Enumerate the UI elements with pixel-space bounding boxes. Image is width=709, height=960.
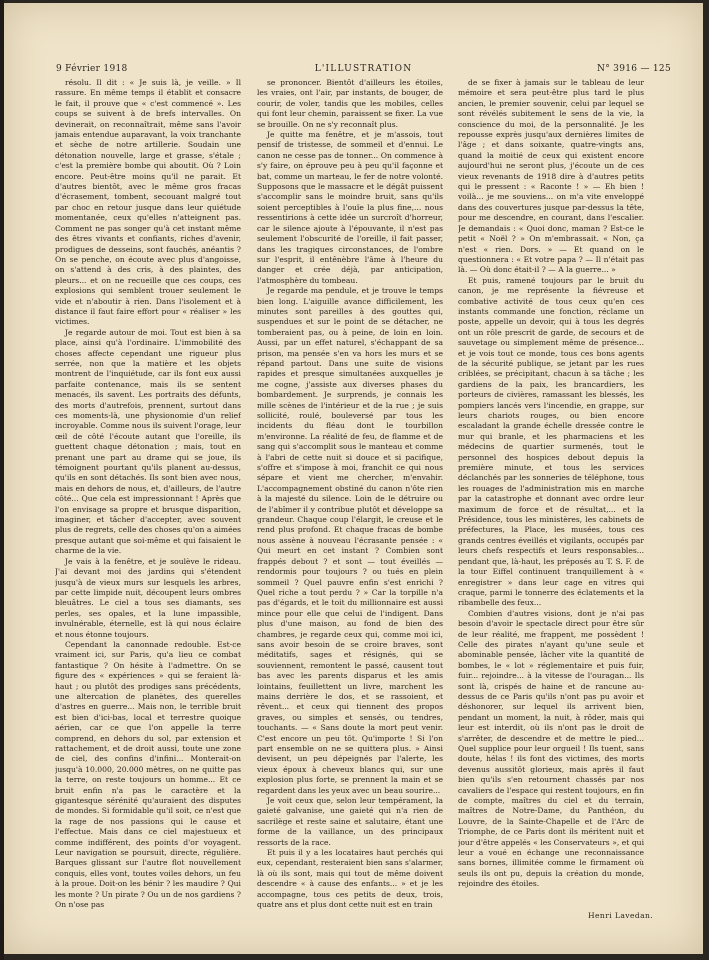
paragraph: Je regarde ma pendule, et je trouve le temps bien long. L'aiguille avance difficilement, les minutes sont pareilles à des gouttes qui, suspendues et sur le point de se détacher, ne tomberaient pas, ou à peine, de loin en loin. Aussi, par un effet naturel, s'échappant de sa prison, ma pensée s'en va hors les murs et se répand partout. Dans une suite de visions rapides et presque simultanées auxquelles je me cogne, j'assiste aux diverses phases du bombardement. Je surprends, je connais les mille scènes de l'intérieur et de la rue ; je suis sollicité, roulé, bouleversé par tous les incidents du fléau dont le tourbillon m'environne. La réalité de feu, de flamme et de sang qui s'accomplit sous le manteau et comme à l'abri de cette nuit si douce et si pacifique, s'offre et s'impose à moi, franchit ce qui nous sépare et vient me chercher, m'envahir. L'accompagnement obstiné du canon n'ôte rien à la majesté du silence. Loin de le détruire ou de l'abîmer il y contribue plutôt et développe sa grandeur. Chaque coup l'élargit, le creuse et le rend plus profond. Et chaque fracas de bombe nous assène à nouveau l'écrasante pensée : « Qui meurt en cet instant ? Combien sont frappés debout ? et sont — tout éveillés — rendormis pour toujours ? ou tués en plein sommeil ? Quel pauvre enfin s'est enrichi ? Quel riche a tout perdu ? » Car la torpille n'a pas d'égards, et le toit du millionnaire est aussi mince pour elle que celui de l'indigent. Dans plus d'une maison, au fond de bien des chambres, je regarde ceux qui, comme moi ici, sans avoir besoin de se croire braves, sont méditatifs, sages et résignés, qui se souviennent, remontent le passé, causent tout bas avec les parents disparus et les amis lointains, feuillettent un livre, marchent les mains derrière le dos, et se rassoient, et rêvent... et ceux qui tiennent des propos graves, ou simples et sensés, ou tendres, touchants. — « Sans doute la mort peut venir. C'est encore un peu tôt. Qu'importe ! Si l'on part ensemble on ne se quittera plus. » Ainsi devisent, un peu dépeignés par l'alerte, les vieux époux à cheveux blancs qui, sur une explosion plus forte, se prennent la main et se regardent dans les yeux avec un beau sourire... xyxy=(257,286,443,795)
paragraph: Je vais à la fenêtre, et je soulève le rideau. J'ai devant moi des jardins qui s'étendent jusqu'à de vieux murs sur lesquels les arbres, par cette limpide nuit, découpent leurs ombres bleuâtres. Le ciel a tous ses diamants, ses perles, ses opales, et la lune impassible, invulnérable, éternelle, est là qui nous éclaire et nous étonne toujours. xyxy=(55,556,241,639)
paragraph: Je quitte ma fenêtre, et je m'assois, tout pensif de tristesse, de sommeil et d'ennui. Le canon ne cesse pas de tonner... On commence à s'y faire, on éprouve peu à peu qu'il façonne et bat, comme un marteau, le fer de notre volonté. Supposons que le massacre et le dégât puissent s'accomplir sans le moindre bruit, sans qu'ils soient perceptibles à l'ouïe la plus fine,... nous ressentirions à cette idée un surcroît d'horreur, car le silence ajoute à l'épouvante, il n'est pas seulement l'obscurité de l'oreille, il fait passer, dans les tragiques circonstances, de l'ombre sur l'esprit, il entênèbre l'âme à l'heure du danger et crée déjà, par anticipation, l'atmosphère du tombeau. xyxy=(257,130,443,285)
header-page-number: N° 3916 — 125 xyxy=(597,64,671,74)
text-column-1 xyxy=(55,78,241,913)
paragraph: Combien d'autres visions, dont je n'ai pas besoin d'avoir le spectacle direct pour être sûr de leur réalité, me frappent, me possèdent ! Celle des pirates n'ayant qu'une seule et abominable pensée, lâcher vite la quantité de bombes, le « lot » réglementaire et puis fuir, fuir... rejoindre... à la vitesse de l'ouragan... Ils sont là, crispés de haine et de rancune au-dessus de ce Paris qu'ils n'ont pas pu avoir et déshonorer, sur lequel ils arrivent bien, pendant un moment, la nuit, à rôder, mais qui leur est interdit, où ils n'ont pas le droit de s'arrêter, de descendre et de mettre le pied... Quel supplice pour leur orgueil ! Ils tuent, sans doute, hélas ! ils font des victimes, des morts devenus aussitôt glorieux, mais après il faut bien qu'ils s'en retournent chassés par nos cavaliers de l'espace qui restent toujours, en fin de compte, maîtres du ciel et du terrain, maîtres de Notre-Dame, du Panthéon, du Louvre, de la Sainte-Chapelle et de l'Arc de Triomphe, de ce Paris dont ils méritent nuit et jour d'être appelés « les Conservateurs », et qui leur a voué en échange une reconnaissance sans bornes, illimitée comme le firmament où seuls ils ont pu, depuis la création du monde, rejoindre des étoiles. xyxy=(458,608,644,889)
paragraph: résolu. Il dit : « Je suis là, je veille. » Il rassure. En même temps il établit et consacre le fait, il prouve que « c'est commencé ». Les coups se suivent à de brefs intervalles. On devinerait, on reconnaîtrait, même sans l'avoir jamais entendue auparavant, la voix tranchante et sèche de notre artillerie. Soudain une détonation nouvelle, large et grasse, s'étale ; c'est la première bombe qui aboutit. Où ? Loin encore. Peut-être moins qu'il ne parait. Et d'autres bientôt, avec le même gros fracas d'écrasement, tombent, secouant malgré tout par choc en retour jusque dans leur quiétude momentanée, ceux qu'elles n'atteignent pas. Comment ne pas songer qu'à cet instant même des êtres vivants et confiants, riches d'avenir, prodigues de desseins, sont fauchés, anéantis ? On se penche, on écoute avec plus d'angoisse, on s'attend à des cris, à des plaintes, des pleurs... et on ne recueille que ces coups, ces explosions qui semblent trouer seulement le vide et n'aboutir à rien. Dans l'isolement et à distance il faut faire effort pour « réaliser » les victimes. xyxy=(55,78,241,327)
page-header xyxy=(56,64,671,78)
paragraph: Et puis, ramené toujours par le bruit du canon, je me représente la fiévreuse et combative activité de tous ceux qu'en ces instants commande une fonction, réclame un poste, appelle un devoir, qui à tous les degrés ont un rôle prescrit de garde, de secours et de sauvetage ou simplement même de présence... et je vois tout ce monde, tous ces bons agents de la sécurité publique, se jetant par les rues criblées, se précipitant, chacun à sa tâche ; les gardiens de la paix, les brancardiers, les porteurs de civières, ramassant les blessés, les pompiers lancés vers l'incendie, en grappe, sur leurs chariots rouges, ou bien encore escaladant la grande échelle dressée contre le mur qui branle, et les pharmaciens et les médecins de quartier surmenés, tout le personnel des hospices debout depuis la première minute, et tous les services déclanchés par les sonneries de téléphone, tous les rouages de l'administration mis en marche par la catastrophe et donnant avec ordre leur maximum de force et de résultat,... et la Présidence, tous les ministères, les cabinets de préfectures, la Place, les musées, tous ces grands centres éveillés et vigilants, occupés par leurs chefs respectifs et leurs responsables... pendant que, là-haut, les préposés au T. S. F. de la tour Eiffel continuent tranquillement à « enregistrer » dans leur cage en vitres qui craque, parmi le tonnerre des éclatements et la ribambelle des feux... xyxy=(458,275,644,608)
header-title: L'ILLUSTRATION xyxy=(314,64,413,74)
text-column-2 xyxy=(257,78,443,913)
author-signature: Henri Lavedan. xyxy=(588,911,654,920)
paragraph: Je regarde autour de moi. Tout est bien à sa place, ainsi qu'à l'ordinaire. L'immobilité des choses affecte cependant une rigueur plus serrée, non que la matière et les objets montrent de l'inquiétude, car ils font eux aussi parfaite contenance, mais ils se sentent menacés, ils savent. Les portraits des défunts, des morts d'autrefois, prennent, surtout dans ces moments-là, une physionomie d'un relief incroyable. Comme nous ils suivent l'orage, leur œil de côté l'écoute autant que l'oreille, ils guettent chaque détonation ; mais, tout en prenant une part au drame qui se joue, ils témoignent pourtant qu'ils planent au-dessus, qu'ils en sont détachés. Ils sont bien avec nous, mais en dehors de nous, et, d'ailleurs, de l'autre côté... Que cela est impressionnant ! Après que l'on envisage sa propre et brusque disparition, imaginer, et tâcher d'accepter, avec souvent plus de regrets, celle des choses qu'on a aimées presque autant que soi-même et qui faisaient le charme de la vie. xyxy=(55,327,241,556)
paragraph: se prononcer. Bientôt d'ailleurs les étoiles, les vraies, ont l'air, par instants, de bouger, de courir, de voler, tandis que les mobiles, celles qui font leur chemin, paraissent se fixer. La vue se brouille. On ne s'y reconnaît plus. xyxy=(257,78,443,129)
paragraph: de se fixer à jamais sur le tableau de leur mémoire et sera peut-être plus tard le plus ancien, le premier souvenir, celui par lequel se sont révélés subitement le sens de la vie, la conscience du moi, de la personnalité. Je les repousse exprès jusqu'aux dernières limites de l'âge ; et dans soixante, quatre-vingts ans, quand la moitié de ceux qui existent encore aujourd'hui ne seront plus, j'écoute un de ces vieux revenants de 1918 dire à d'autres petits qui le pressent : « Raconte ! » — Eh bien ! voilà... je me souviens... on m'a vite enveloppé dans des couvertures jusque par-dessus la tête, pour me descendre, en courant, dans l'escalier. Je demandais : « Quoi donc, maman ? Est-ce le petit « Noël ? » On m'embrassait. « Non, ça n'est « rien. Dors. » — Et quand on le questionnera : « Et votre papa ? — Il n'était pas là. — Où donc était-il ? — A la guerre... » xyxy=(458,78,644,275)
paragraph: Cependant la canonnade redouble. Est-ce vraiment ici, sur Paris, qu'a lieu ce combat fantastique ? On hésite à l'admettre. On se figure des « expériences » qui se feraient là-haut ; ou plutôt des prodiges sans précédents, une altercation de planètes, des querelles d'astres en guerre... Mais non, le terrible bruit est bien d'ici-bas, local et terrestre quoique aérien, car ce que l'on appelle la terre comprend, en dehors du sol, par extension et rattachement, et de droit aussi, toute une zone de ciel, des confins d'infini... Monterait-on jusqu'à 10.000, 20.000 mètres, on ne quitte pas la terre, on reste toujours un homme... Et ce bruit enfin n'a pas le caractère et la gigantesque sérénité qu'auraient des disputes de mondes. Si formidable qu'il soit, ce n'est que la rage de nos passions qui le cause et l'effectue. Mais dans ce ciel majestueux et comme indifférent, des points d'or voyagent. Leur navigation se poursuit, directe, régulière. Barques glissant sur l'autre flot nouvellement conquis, elles vont, toutes voiles dehors, un feu à la proue. Doit-on les bénir ? les maudire ? Qui les monte ? Un pirate ? Ou un de nos gardiens ? On n'ose pas xyxy=(55,639,241,910)
text-column-3 xyxy=(458,78,644,913)
header-date: 9 Février 1918 xyxy=(56,64,128,74)
paragraph: Et puis il y a les locataires haut perchés qui eux, cependant, resteraient bien sans s'alarmer, là où ils sont, mais qui tout de même doivent descendre « à cause des enfants... » et je les accompagne, tous ces petits de deux, trois, quatre ans et plus dont cette nuit est en train xyxy=(257,848,443,910)
paragraph: Je voit ceux que, selon leur tempérament, la gaieté galvanise, une gaieté qui n'a rien de sacrilège et reste saine et salutaire, étant une forme de la vaillance, un des principaux ressorts de la race. xyxy=(257,796,443,847)
